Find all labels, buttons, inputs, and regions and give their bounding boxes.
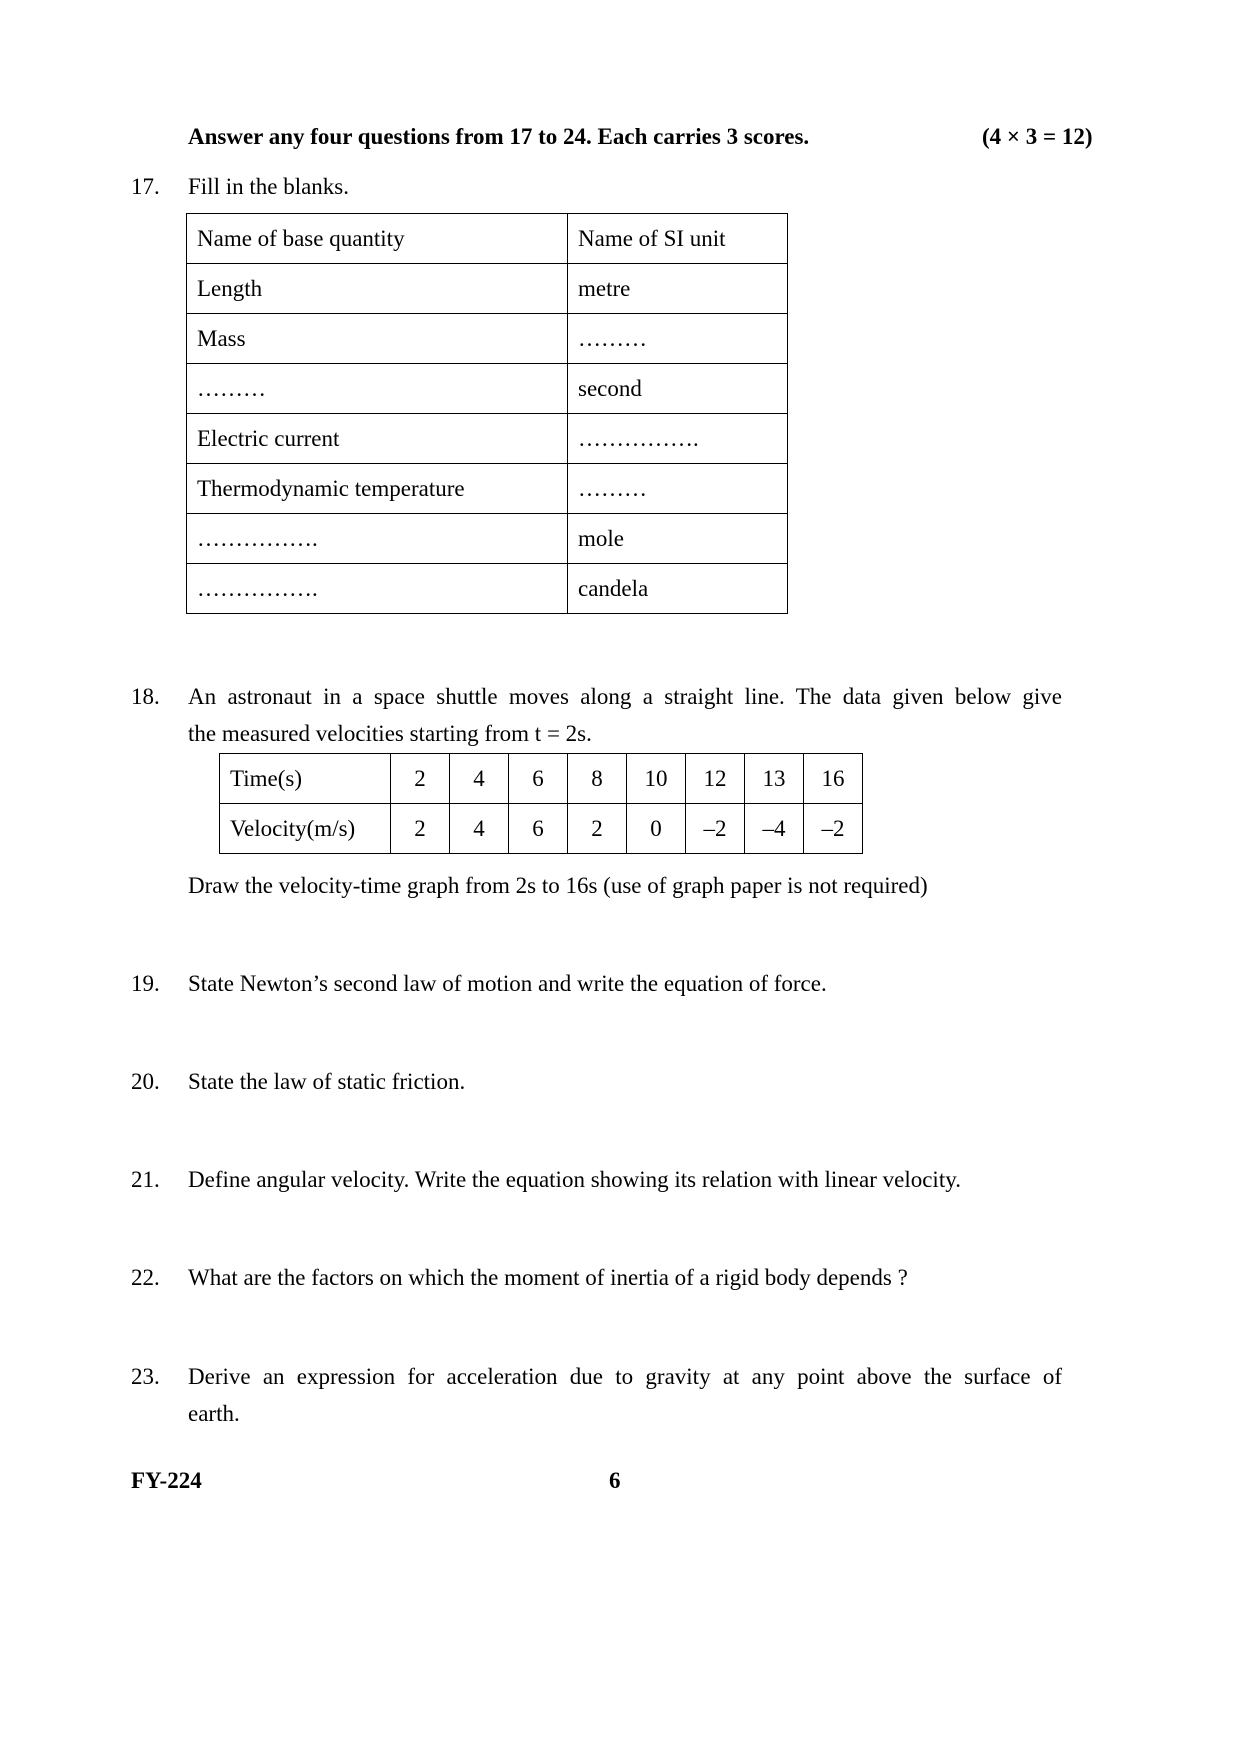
question-18-instruction: Draw the velocity-time graph from 2s to 16s (use of graph paper is not required) [188,873,928,898]
table-cell: 2 [391,754,450,804]
si-units-table [186,213,788,614]
question-number-17: 17. [131,174,160,199]
table-cell: 10 [627,754,686,804]
table-cell: mole [568,514,788,564]
header-base-quantity: Name of base quantity [187,214,568,264]
question-number-21: 21. [131,1167,160,1192]
header-si-unit: Name of SI unit [568,214,788,264]
table-cell: Length [187,264,568,314]
table-cell: 4 [450,754,509,804]
question-19-text: State Newton’s second law of motion and write the equation of force. [188,971,827,996]
table-cell: 13 [745,754,804,804]
table-cell: 12 [686,754,745,804]
table-row [187,514,788,564]
question-number-22: 22. [131,1265,160,1290]
question-22-text: What are the factors on which the moment of inertia of a rigid body depends ? [188,1265,908,1290]
question-23-text-line1: Derive an expression for acceleration due to gravity at any point above the surface of [188,1364,1062,1389]
table-cell: ……………. [187,564,568,614]
question-20-text: State the law of static friction. [188,1069,466,1094]
velocity-time-table [219,753,863,854]
instruction-text: Answer any four questions from 17 to 24. Each carries 3 scores. [188,124,810,149]
question-18-text-line1: An astronaut in a space shuttle moves along a straight line. The data given below give [188,684,1062,709]
table-row [187,414,788,464]
table-cell: –2 [686,804,745,854]
table-cell: ……………. [568,414,788,464]
table-cell: 6 [509,804,568,854]
time-row [220,754,863,804]
question-number-18: 18. [131,684,160,709]
table-row [187,264,788,314]
table-cell: Electric current [187,414,568,464]
table-cell: ……………. [187,514,568,564]
page-number: 6 [609,1468,621,1493]
table-row [187,564,788,614]
table-row [187,464,788,514]
table-cell: –2 [804,804,863,854]
table-cell: ……… [568,464,788,514]
table-cell: 0 [627,804,686,854]
table-cell: 6 [509,754,568,804]
table-cell: ……… [187,364,568,414]
velocity-row [220,804,863,854]
question-17-text: Fill in the blanks. [188,174,349,199]
table-row [187,314,788,364]
table-cell: Mass [187,314,568,364]
paper-code: FY-224 [131,1468,202,1493]
question-number-20: 20. [131,1069,160,1094]
table-cell: metre [568,264,788,314]
table-cell: ……… [568,314,788,364]
table-cell: 2 [391,804,450,854]
table-cell: second [568,364,788,414]
table-cell: 16 [804,754,863,804]
table-cell: 2 [568,804,627,854]
table-row [187,364,788,414]
question-21-text: Define angular velocity. Write the equation showing its relation with linear velocity. [188,1167,961,1192]
question-23-text-line2: earth. [188,1401,240,1426]
table-cell: 8 [568,754,627,804]
question-18-text-line2: the measured velocities starting from t = 2s. [188,721,592,746]
question-number-23: 23. [131,1364,160,1389]
time-label: Time(s) [220,754,391,804]
table-cell: 4 [450,804,509,854]
instruction-score: (4 × 3 = 12) [982,124,1093,149]
table-cell: –4 [745,804,804,854]
table-cell: candela [568,564,788,614]
question-number-19: 19. [131,971,160,996]
velocity-label: Velocity(m/s) [220,804,391,854]
table-cell: Thermodynamic temperature [187,464,568,514]
table-header-row [187,214,788,264]
